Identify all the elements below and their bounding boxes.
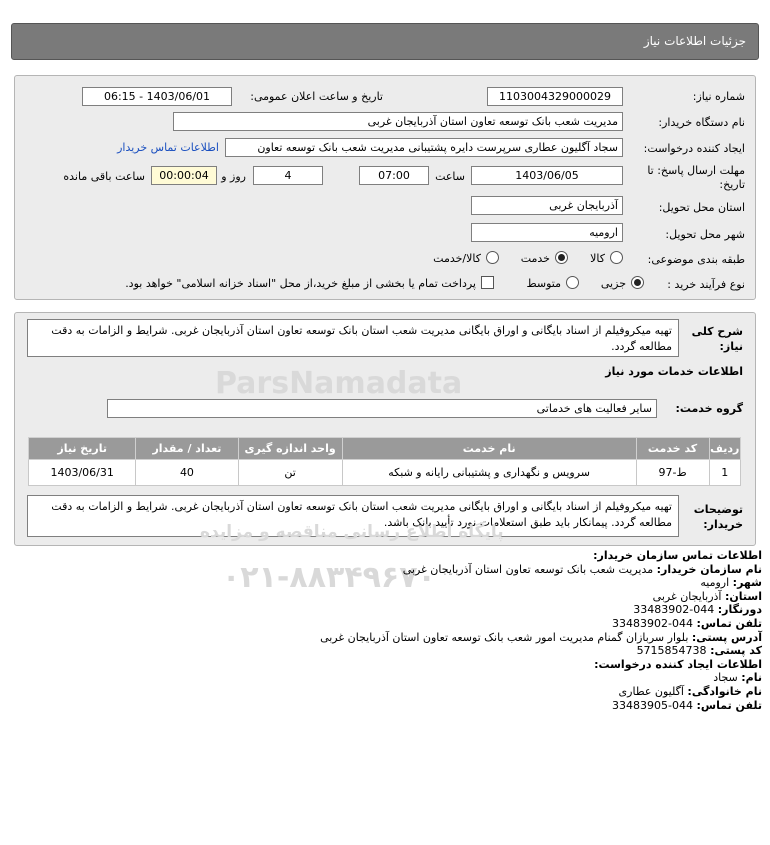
contact-line-city: شهر: ارومیه xyxy=(700,576,762,590)
province-field[interactable]: آذربایجان غربی xyxy=(471,196,623,215)
creator-heading: اطلاعات ایجاد کننده درخواست: xyxy=(594,657,762,671)
creator-line-family: نام خانوادگی: آگلیون عطاری xyxy=(618,684,762,698)
city-label: شهر محل تحویل: xyxy=(665,228,745,241)
creator-label: ایجاد کننده درخواست: xyxy=(643,142,745,155)
category-radio-goods-service[interactable] xyxy=(486,251,499,264)
remaining-time-field: 00:00:04 xyxy=(151,166,217,185)
creator-field[interactable]: سجاد آگلیون عطاری سرپرست دایره پشتیبانی مدیریت شعب بانک توسعه تعاون xyxy=(225,138,623,157)
buyer-notes-label: توضیحات xyxy=(693,503,743,516)
col-service-name: نام خدمت xyxy=(342,438,636,460)
deadline-date-label: تاریخ: xyxy=(719,178,745,191)
creator-line-name: نام: سجاد xyxy=(713,671,762,685)
city-field[interactable]: ارومیه xyxy=(471,223,623,242)
province-label: استان محل تحویل: xyxy=(658,201,745,214)
need-number-label: شماره نیاز: xyxy=(692,90,745,103)
process-option-medium: متوسط xyxy=(526,277,561,290)
col-need-date: تاریخ نیاز xyxy=(29,438,136,460)
contact-info xyxy=(320,549,762,712)
service-group-label: گروه خدمت: xyxy=(675,402,743,415)
page-header xyxy=(11,23,759,60)
watermark-tagline: پایگاه اطلاع رسانی مناقصه و مزایده xyxy=(200,522,504,542)
category-option-goods: کالا xyxy=(590,252,605,265)
buyer-org-field[interactable]: مدیریت شعب بانک توسعه تعاون استان آذربایجان غربی xyxy=(173,112,623,131)
need-number-field[interactable]: 1103004329000029 xyxy=(487,87,623,106)
process-label: نوع فرآیند خرید : xyxy=(667,278,745,291)
deadline-label: مهلت ارسال پاسخ: تا xyxy=(647,164,745,177)
creator-line-phone: تلفن تماس: 044-33483905 xyxy=(612,698,762,712)
watermark-phone: ۰۲۱-۸۸۳۴۹۶۷۰ xyxy=(222,560,436,595)
services-panel xyxy=(14,312,756,546)
service-group-field[interactable]: سایر فعالیت های خدماتی xyxy=(107,399,657,418)
summary-textbox[interactable]: تهیه میکروفیلم از اسناد بایگانی و اوراق بایگانی مدیریت شعب استان بانک توسعه تعاون استان آذربایجان غربی. شرایط و الزامات به دقت مطالعه گردد. xyxy=(27,319,679,357)
category-option-goods-service: کالا/خدمت xyxy=(433,252,481,265)
col-row: ردیف xyxy=(709,438,740,460)
deadline-time-field[interactable]: 07:00 xyxy=(359,166,429,185)
services-section-title: اطلاعات خدمات مورد نیاز xyxy=(605,365,743,378)
summary-label: شرح کلی xyxy=(691,325,743,338)
cell-quantity: 40 xyxy=(136,460,238,486)
contact-line-org: نام سازمان خریدار: مدیریت شعب بانک توسعه تعاون استان آذربایجان غربی xyxy=(402,562,762,576)
contact-line-phone: تلفن تماس: 044-33483902 xyxy=(612,616,762,630)
col-unit: واحد اندازه گیری xyxy=(238,438,342,460)
contact-line-address: آدرس پستی: بلوار سربازان گمنام مدیریت امور شعب بانک توسعه تعاون استان آذربایجان غربی xyxy=(320,630,762,644)
buyer-org-label: نام دستگاه خریدار: xyxy=(658,116,745,129)
deadline-time-label: ساعت xyxy=(435,170,465,183)
table-header-row xyxy=(29,438,741,460)
contact-line-fax: دورنگار: 044-33483902 xyxy=(633,603,762,617)
cell-unit: تن xyxy=(238,460,342,486)
page-title: جزئیات اطلاعات نیاز xyxy=(643,34,746,48)
treasury-payment-checkbox[interactable] xyxy=(481,276,494,289)
treasury-payment-note: پرداخت تمام یا بخشی از مبلغ خرید،از محل "اسناد خزانه اسلامی" خواهد بود. xyxy=(125,277,476,290)
table-row[interactable] xyxy=(29,460,741,486)
deadline-date-field[interactable]: 1403/06/05 xyxy=(471,166,623,185)
buyer-notes-textbox[interactable]: تهیه میکروفیلم از اسناد بایگانی و اوراق بایگانی مدیریت شعب استان بانک توسعه تعاون استان آذربایجان غربی. شرایط و الزامات به دقت مطالعه گردد. پیمانکار باید طبق استعلامات نورد تأیید بانک باشد. xyxy=(27,495,679,537)
cell-row: 1 xyxy=(709,460,740,486)
need-details-panel xyxy=(14,75,756,300)
category-radio-goods[interactable] xyxy=(610,251,623,264)
contact-heading: اطلاعات تماس سازمان خریدار: xyxy=(593,549,762,562)
cell-need-date: 1403/06/31 xyxy=(29,460,136,486)
cell-service-code: ط-97 xyxy=(636,460,709,486)
services-table xyxy=(28,437,741,486)
process-radio-minor[interactable] xyxy=(631,276,644,289)
announce-datetime-label: تاریخ و ساعت اعلان عمومی: xyxy=(250,90,383,103)
announce-datetime-field[interactable]: 1403/06/01 - 06:15 xyxy=(82,87,232,106)
process-option-minor: جزیی xyxy=(600,277,626,290)
process-radio-medium[interactable] xyxy=(566,276,579,289)
contact-line-postal: کد پستی: 5715854738 xyxy=(636,644,762,658)
remaining-time-label: ساعت باقی مانده xyxy=(63,170,145,183)
col-quantity: تعداد / مقدار xyxy=(136,438,238,460)
remaining-days-field[interactable]: 4 xyxy=(253,166,323,185)
contact-line-province: استان: آذربایجان غربی xyxy=(652,589,762,603)
watermark-brand: ParsNamadata xyxy=(215,366,463,401)
category-radio-service[interactable] xyxy=(555,251,568,264)
buyer-notes-label-2: خریدار: xyxy=(703,518,743,531)
cell-service-name: سرویس و نگهداری و پشتیبانی رایانه و شبکه xyxy=(342,460,636,486)
col-service-code: کد خدمت xyxy=(636,438,709,460)
category-label: طبقه بندی موضوعی: xyxy=(647,253,745,266)
category-option-service: خدمت xyxy=(520,252,550,265)
buyer-contact-link[interactable]: اطلاعات تماس خریدار xyxy=(117,141,219,154)
summary-label-2: نیاز: xyxy=(719,340,743,353)
days-label: روز و xyxy=(221,170,246,183)
